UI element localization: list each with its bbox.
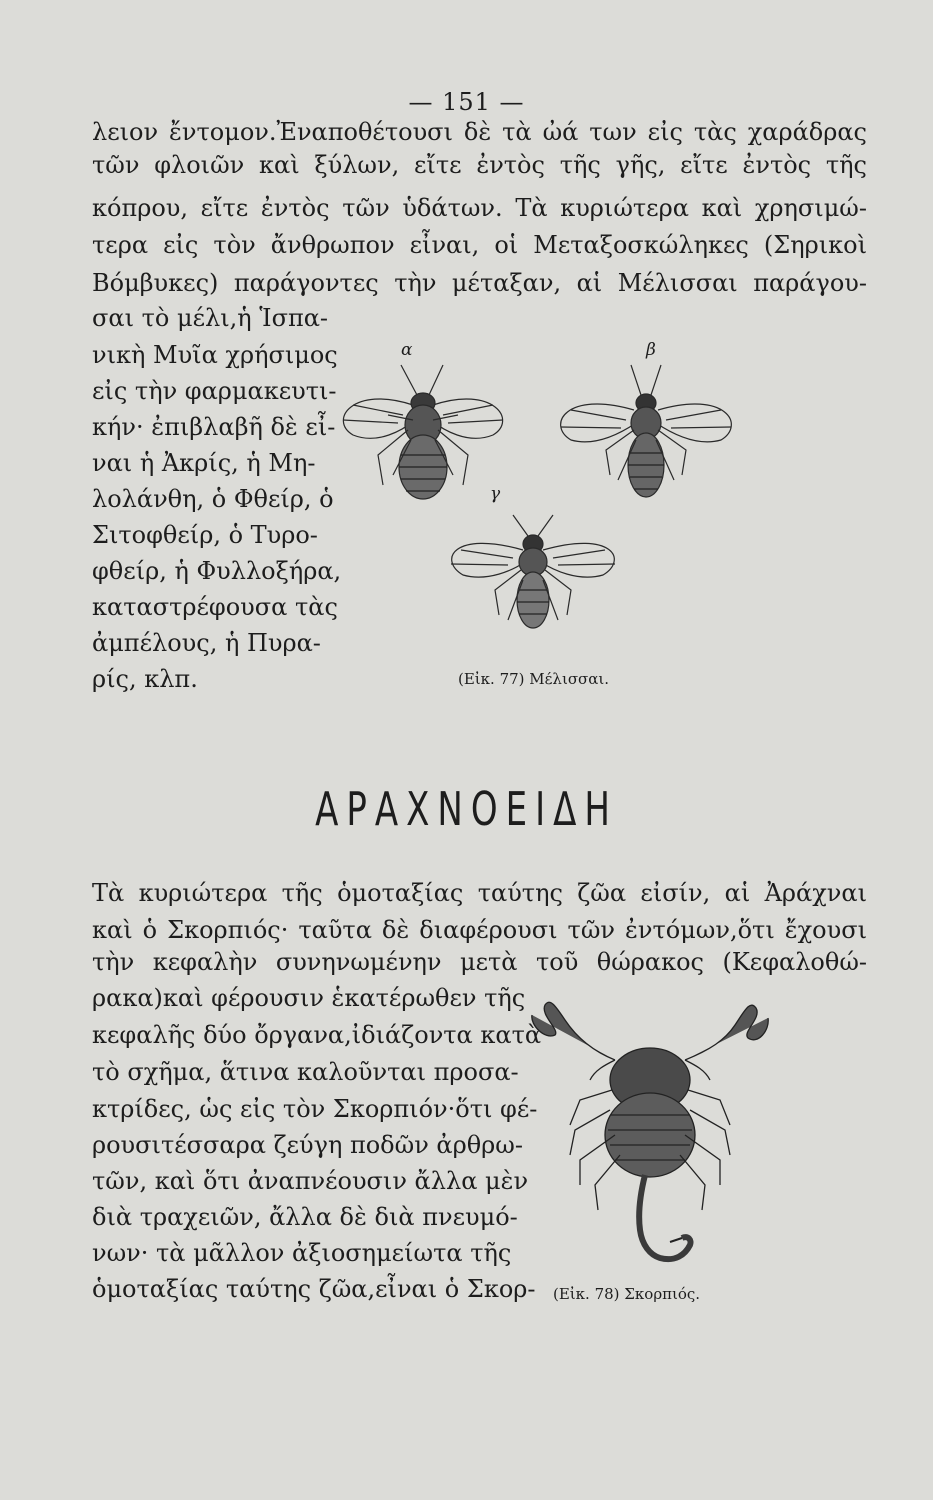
text-line: φθείρ, ἡ Φυλλοξήρα, (92, 557, 342, 585)
text-line: κήν· ἐπιβλαβῆ δὲ εἶ- (92, 413, 336, 441)
text-line: τῶν, καὶ ὅτι ἀναπνέουσιν ἄλλα μὲν (92, 1167, 529, 1195)
figure-78-caption: (Εἰκ. 78) Σκορπιός. (553, 1285, 701, 1303)
text-line: Βόμβυκες) παράγοντες τὴν μέταξαν, αἱ Μέλισσαι παράγου- (92, 269, 867, 297)
text-line: τὸ σχῆμα, ἅτινα καλοῦνται προσα- (92, 1058, 519, 1086)
text-line: ρακα)καὶ φέρουσιν ἑκατέρωθεν τῆς (92, 984, 526, 1012)
text-line: καὶ ὁ Σκορπιός· ταῦτα δὲ διαφέρουσι τῶν ἐντόμων,ὅτι ἔχουσι (92, 916, 867, 944)
figure-label-b: β (646, 340, 656, 360)
text-line: σαι τὸ μέλι,ἡ Ἱσπα- (92, 304, 329, 332)
text-line: Τὰ κυριώτερα τῆς ὁμοταξίας ταύτης ζῶα εἰσίν, αἱ Ἀράχναι (92, 879, 867, 907)
text-line: νων· τὰ μᾶλλον ἀξιοσημείωτα τῆς (92, 1239, 512, 1267)
text-line: κόπρου, εἴτε ἐντὸς τῶν ὑδάτων. Τὰ κυριώτερα καὶ χρησιμώ- (92, 194, 867, 222)
text-line: νικὴ Μυῖα χρήσιμος (92, 341, 338, 369)
text-line: ρίς, κλπ. (92, 665, 198, 693)
text-line: λολάνθη, ὁ Φθείρ, ὁ (92, 485, 334, 513)
text-line: Σιτοφθείρ, ὁ Τυρο- (92, 521, 318, 549)
text-line: κεφαλῆς δύο ὄργανα,ἰδιάζοντα κατὰ (92, 1021, 542, 1049)
scorpion-illustration (520, 990, 790, 1280)
figure-77-caption: (Εἰκ. 77) Μέλισσαι. (458, 670, 610, 688)
text-line: διὰ τραχειῶν, ἄλλα δὲ διὰ πνευμό- (92, 1203, 518, 1231)
text-line: ὁμοταξίας ταύτης ζῶα,εἶναι ὁ Σκορ- (92, 1275, 536, 1303)
page-number: — 151 — (408, 88, 525, 116)
figure-label-a: α (401, 340, 413, 360)
text-line: ρουσιτέσσαρα ζεύγη ποδῶν ἀρθρω- (92, 1131, 523, 1159)
text-line: εἰς τὴν φαρμακευτι- (92, 377, 337, 405)
text-line: ναι ἡ Ἀκρίς, ἡ Μη- (92, 449, 316, 477)
bees-illustration (328, 330, 748, 660)
section-heading: ΑΡΑΧΝΟΕΙΔΗ (315, 783, 618, 837)
text-line: τὴν κεφαλὴν συνηνωμένην μετὰ τοῦ θώρακος (Κεφαλοθώ- (92, 948, 867, 976)
text-line: ἀμπέλους, ἡ Πυρα- (92, 629, 321, 657)
text-line: καταστρέφουσα τὰς (92, 593, 338, 621)
figure-label-c: γ (490, 484, 501, 504)
text-line: τερα εἰς τὸν ἄνθρωπον εἶναι, οἱ Μεταξοσκώληκες (Σηρικοὶ (92, 231, 867, 259)
text-line: λειον ἔντομον.Ἐναποθέτουσι δὲ τὰ ὠά των εἰς τὰς χαράδρας (92, 118, 867, 146)
text-line: κτρίδες, ὡς εἰς τὸν Σκορπιόν·ὅτι φέ- (92, 1095, 538, 1123)
text-line: τῶν φλοιῶν καὶ ξύλων, εἴτε ἐντὸς τῆς γῆς, εἴτε ἐντὸς τῆς (92, 151, 867, 179)
